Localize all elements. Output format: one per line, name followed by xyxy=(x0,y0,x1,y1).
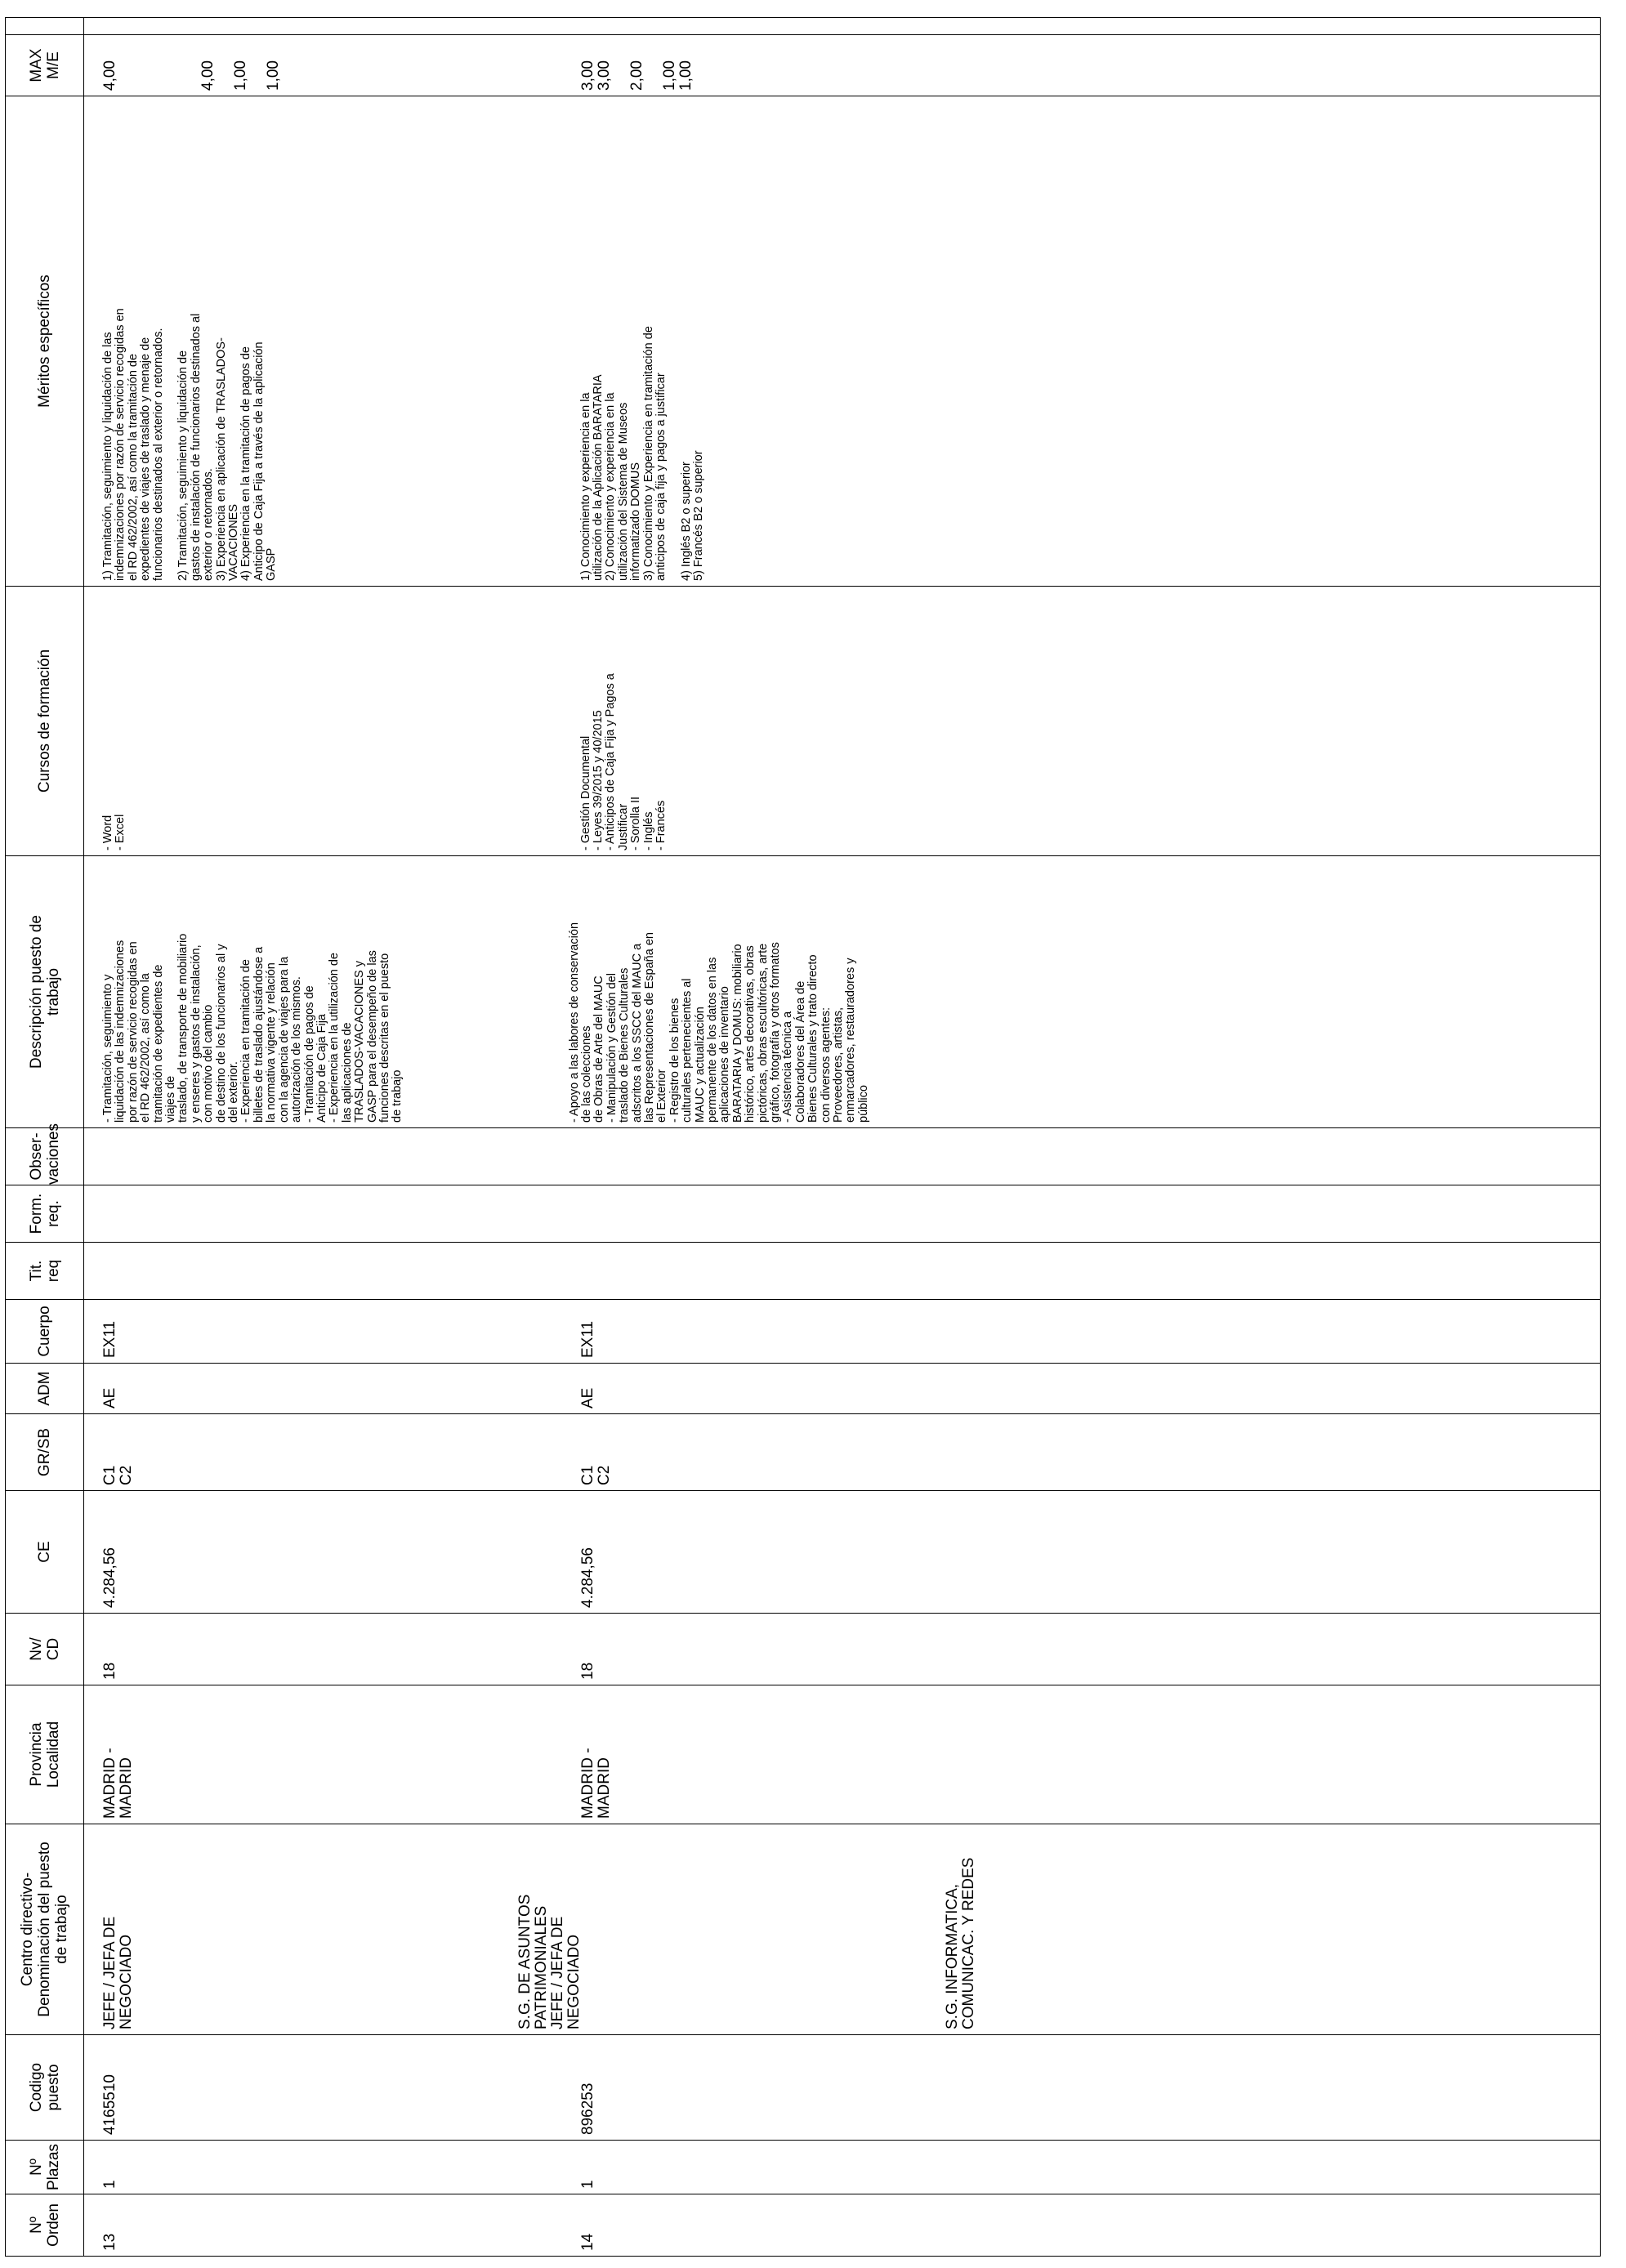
cell-orden xyxy=(1003,2194,1601,2257)
cell-plazas: 1 xyxy=(562,2141,1003,2194)
cell-descripcion xyxy=(1003,856,1601,1128)
cell-grupo: C1 C2 xyxy=(562,1414,1003,1491)
header-titulacion: Tit. req xyxy=(6,1243,84,1300)
cell-titulacion xyxy=(1003,1243,1601,1300)
cell-cursos xyxy=(1003,587,1601,856)
header-grupo: GR/SB xyxy=(6,1414,84,1491)
header-provincia: Provincia Localidad xyxy=(6,1685,84,1824)
cell-formacion xyxy=(1003,1185,1601,1243)
cell-adm: AE xyxy=(562,1364,1003,1414)
cell-cuerpo: EX11 xyxy=(562,1300,1003,1364)
cell-orden: 14 xyxy=(562,2194,1003,2257)
cell-provincia xyxy=(1003,1685,1601,1824)
header-formacion: Form. req. xyxy=(6,1185,84,1243)
cell-descripcion: - Tramitación, seguimiento y liquidación de las indemnizaciones por razón de servicio recogidas en el RD 462/2002, así como la tramitación de expedientes de viajes de traslado, de transporte de mobiliario y enseres y gastos de instalación, con motivo del cambio de destino de los funcionarios al y del exterior. - Experiencia en tramitación de billetes de traslado ajustándose a la normativa vigente y relación con la agencia de viajes para la autorización de los mismos. - Tramitación de pagos de Anticipo de Caja Fija - Experiencia en la utilización de las aplicaciones de TRASLADOS-VACACIONES y GASP para el desempeño de las funciones descritas en el puesto de trabajo xyxy=(84,856,562,1128)
cell-meritos: 1) Conocimiento y experiencia en la utilización de la Aplicación BARATARIA 2) Conocimiento y experiencia en la utilización del Sistema de Museos informatizado DOMUS 3) Conocimiento y Experiencia en tramitación de anticipos de caja fija y pagos a justificar 4) Inglés B2 o superior 5) Francés B2 o superior xyxy=(562,96,1003,587)
header-descripcion: Descripción puesto de trabajo xyxy=(6,856,84,1128)
cell-descripcion: - Apoyo a las labores de conservación de las colecciones de Obras de Arte del MAUC - Manipulación y Gestión del traslado de Bienes Culturales adscritos a los SSCC del MAUC a las Representaciones de España en el Exterior - Registro de los bienes culturales pertenecientes al MAUC y actualización permanente de los datos en las aplicaciones de inventario BARATARIA y DOMUS: mobiliario histórico, artes decorativas, obras pictóricas, obras escultóricas, arte gráfico, fotografía y otros formatos - Asistencia técnica a Colaboradores del Área de Bienes Culturales y trato directo con diversos agentes: Proveedores, artistas, enmarcadores, restauradores y público xyxy=(562,856,1003,1128)
header-nivel: Nv/ CD xyxy=(6,1614,84,1685)
header-centro: Centro directivo- Denominación del puesto de trabajo xyxy=(6,1824,84,2035)
header-row xyxy=(6,18,84,2257)
cell-centro: S.G. DE ASUNTOS PATRIMONIALES JEFE / JEFA DE NEGOCIADO xyxy=(562,1824,1003,2035)
cell-cuerpo xyxy=(1003,1300,1601,1364)
cell-observaciones xyxy=(562,1128,1003,1185)
cell-nivel xyxy=(1003,1614,1601,1685)
header-max: MAX M/E xyxy=(6,35,84,96)
cell-max: 3,00 3,00 2,00 1,00 1,00 xyxy=(562,35,1003,96)
cell-blank xyxy=(1003,18,1601,35)
cell-titulacion xyxy=(84,1243,562,1300)
header-orden: Nº Orden xyxy=(6,2194,84,2257)
header-observaciones: Obser- vaciones xyxy=(6,1128,84,1185)
cell-centro: JEFE / JEFA DE NEGOCIADO xyxy=(84,1824,562,2035)
cell-formacion xyxy=(84,1185,562,1243)
cell-max xyxy=(1003,35,1601,96)
cell-plazas xyxy=(1003,2141,1601,2194)
job-positions-table xyxy=(5,17,1601,2257)
cell-cuerpo: EX11 xyxy=(84,1300,562,1364)
cell-provincia: MADRID - MADRID xyxy=(84,1685,562,1824)
header-ce: CE xyxy=(6,1491,84,1614)
header-cursos: Cursos de formación xyxy=(6,587,84,856)
cell-nivel: 18 xyxy=(562,1614,1003,1685)
cell-plazas: 1 xyxy=(84,2141,562,2194)
cell-ce xyxy=(1003,1491,1601,1614)
table-row xyxy=(562,18,1003,2257)
cell-provincia: MADRID - MADRID xyxy=(562,1685,1003,1824)
header-meritos: Méritos específicos xyxy=(6,96,84,587)
cell-codigo: 896253 xyxy=(562,2035,1003,2141)
cell-meritos: 1) Tramitación, seguimiento y liquidación de las indemnizaciones por razón de servicio recogidas en el RD 462/2002, así como la tramitación de expedientes de viajes de traslado y menaje de funcionarios destinados al exterior o retornados. 2) Tramitación, seguimiento y liquidación de gastos de instalación de funcionarios destinados al exterior o retornados. 3) Experiencia en aplicación de TRASLADOS- VACACIONES 4) Experiencia en la tramitación de pagos de Anticipo de Caja Fija a través de la aplicación GASP xyxy=(84,96,562,587)
header-plazas: Nº Plazas xyxy=(6,2141,84,2194)
cell-adm: AE xyxy=(84,1364,562,1414)
cell-codigo xyxy=(1003,2035,1601,2141)
table-row xyxy=(84,18,562,2257)
cell-centro: S.G. INFORMATICA, COMUNICAC. Y REDES xyxy=(1003,1824,1601,2035)
cell-cursos: - Gestión Documental - Leyes 39/2015 y 40/2015 - Anticipos de Caja Fija y Pagos a Justificar - Sorolla II - Inglés - Francés xyxy=(562,587,1003,856)
cell-blank xyxy=(562,18,1003,35)
cell-observaciones xyxy=(1003,1128,1601,1185)
cell-observaciones xyxy=(84,1128,562,1185)
cell-cursos: - Word - Excel xyxy=(84,587,562,856)
header-adm: ADM xyxy=(6,1364,84,1414)
cell-formacion xyxy=(562,1185,1003,1243)
table-row xyxy=(1003,18,1601,2257)
cell-ce: 4.284,56 xyxy=(84,1491,562,1614)
cell-nivel: 18 xyxy=(84,1614,562,1685)
cell-orden: 13 xyxy=(84,2194,562,2257)
header-codigo: Codigo puesto xyxy=(6,2035,84,2141)
cell-grupo xyxy=(1003,1414,1601,1491)
cell-titulacion xyxy=(562,1243,1003,1300)
cell-max: 4,00 4,00 1,00 1,00 xyxy=(84,35,562,96)
cell-codigo: 4165510 xyxy=(84,2035,562,2141)
header-cuerpo: Cuerpo xyxy=(6,1300,84,1364)
header-blank xyxy=(6,18,84,35)
cell-blank xyxy=(84,18,562,35)
cell-ce: 4.284,56 xyxy=(562,1491,1003,1614)
cell-adm xyxy=(1003,1364,1601,1414)
cell-meritos xyxy=(1003,96,1601,587)
cell-grupo: C1 C2 xyxy=(84,1414,562,1491)
